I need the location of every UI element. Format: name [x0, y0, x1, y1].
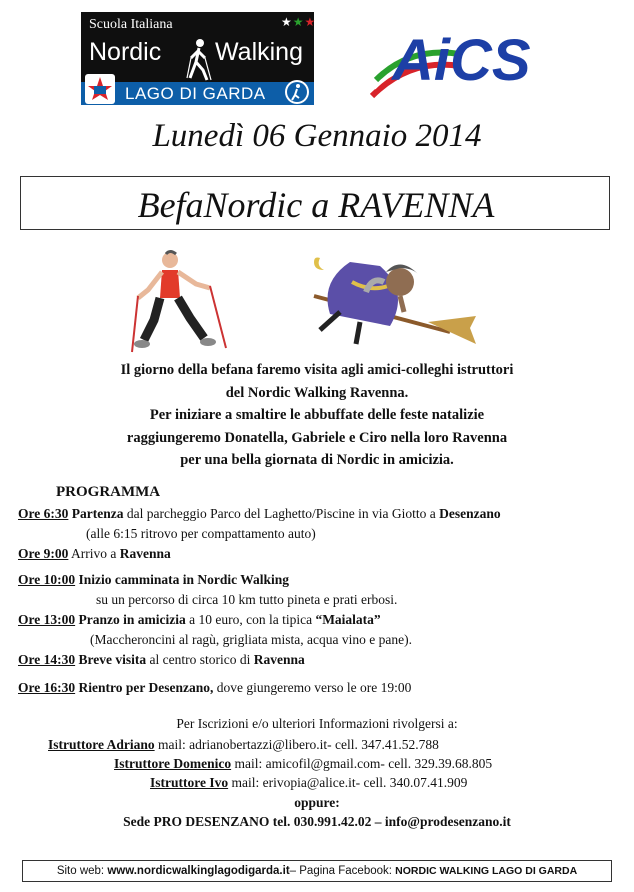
logo-school-text: Scuola Italiana	[89, 17, 173, 32]
programme-place: Desenzano	[439, 506, 501, 521]
contact-detail: mail: adrianobertazzi@libero.it- cell. 347.41.52.788	[154, 737, 439, 752]
programme-time: Ore 10:00	[18, 572, 76, 587]
contact-role: Istruttore Adriano	[48, 737, 155, 752]
programme-time: Ore 13:00	[18, 612, 76, 627]
sede-pro-desenzano: Sede PRO DESENZANO tel. 030.991.42.02 – info@prodesenzano.it	[123, 814, 511, 829]
footer-fb-label: – Pagina Facebook:	[289, 865, 396, 877]
contact-detail: mail: erivopia@alice.it- cell. 340.07.41.909	[228, 775, 468, 790]
programme-item	[18, 612, 381, 628]
walker-silhouette-icon	[185, 38, 213, 82]
programme-highlight: “Maialata”	[315, 612, 381, 627]
programme-activity: Rientro per Desenzano,	[75, 680, 214, 695]
programme-item	[18, 506, 501, 522]
programme-activity: Partenza	[71, 506, 124, 521]
intro-line-2: del Nordic Walking Ravenna.	[225, 385, 409, 401]
event-title: BefaNordic a RAVENNA	[137, 185, 495, 225]
programme-place: Ravenna	[253, 652, 305, 667]
programme-time: Ore 14:30	[18, 652, 76, 667]
contacts-intro: Per Iscrizioni e/o ulteriori Informazioni rivolgersi a:	[176, 716, 458, 731]
programme-subline: (alle 6:15 ritrovo per compattamento auto)	[86, 526, 316, 541]
contact-line	[114, 756, 492, 772]
aics-logo	[370, 20, 530, 100]
contact-role: Istruttore Ivo	[150, 775, 229, 790]
programme-detail: dal parcheggio Parco del Laghetto/Piscine in via Giotto a	[123, 506, 440, 521]
programme-heading: PROGRAMMA	[56, 484, 161, 500]
walker-badge-icon	[285, 80, 309, 104]
logo-stars: ★★★	[281, 15, 317, 29]
pro-desenzano-emblem-icon	[85, 74, 115, 104]
programme-item	[18, 572, 289, 588]
footer-box	[22, 860, 612, 882]
programme-time: Ore 6:30	[18, 506, 69, 521]
logo-lago-text: LAGO DI GARDA	[125, 84, 266, 103]
event-title-box	[20, 176, 610, 230]
programme-subline: (Maccheroncini al ragù, grigliata mista, acqua vino e pane).	[90, 632, 412, 647]
programme-activity: Breve visita	[75, 652, 147, 667]
intro-line-4: raggiungeremo Donatella, Gabriele e Ciro nella loro Ravenna	[126, 430, 508, 446]
contacts-oppure: oppure:	[294, 795, 340, 810]
contact-line	[150, 775, 467, 791]
programme-detail: a 10 euro, con la tipica	[185, 612, 316, 627]
intro-line-1: Il giorno della befana faremo visita agli amici-colleghi istruttori	[120, 362, 514, 378]
contact-line	[48, 737, 439, 753]
intro-line-3: Per iniziare a smaltire le abbuffate delle feste natalizie	[149, 407, 485, 423]
programme-item	[18, 680, 411, 696]
programme-subline: su un percorso di circa 10 km tutto pineta e prati erbosi.	[96, 592, 398, 607]
contact-detail: mail: amicofil@gmail.com- cell. 329.39.68.805	[231, 756, 493, 771]
programme-activity: Pranzo in amicizia	[75, 612, 186, 627]
programme-time: Ore 9:00	[18, 546, 69, 561]
logo-nordic-text: Nordic	[89, 38, 162, 66]
intro-line-5: per una bella giornata di Nordic in amicizia.	[180, 452, 454, 468]
nordic-walker-illustration	[130, 248, 240, 358]
programme-detail: dove giungeremo verso le ore 19:00	[213, 680, 412, 695]
programme-item	[18, 546, 171, 562]
nordic-walking-logo	[81, 12, 317, 105]
programme-time: Ore 16:30	[18, 680, 76, 695]
logo-walking-text: Walking	[215, 38, 303, 66]
website-link[interactable]: www.nordicwalkinglagodigarda.it	[107, 865, 290, 877]
befana-witch-illustration	[300, 252, 480, 352]
contact-role: Istruttore Domenico	[114, 756, 232, 771]
aics-logo-text: AiCS	[392, 28, 530, 93]
event-date: Lunedì 06 Gennaio 2014	[152, 118, 482, 154]
programme-detail: al centro storico di	[146, 652, 254, 667]
programme-detail: Arrivo a	[68, 546, 120, 561]
programme-activity: Inizio camminata in Nordic Walking	[75, 572, 290, 587]
programme-item	[18, 652, 305, 668]
footer-site-label: Sito web:	[56, 865, 108, 877]
programme-place: Ravenna	[119, 546, 171, 561]
facebook-page-link[interactable]: NORDIC WALKING LAGO DI GARDA	[395, 865, 578, 877]
